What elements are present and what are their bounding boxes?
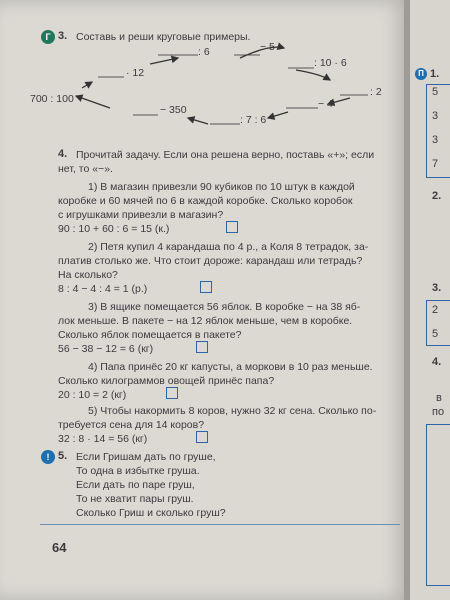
task3-level-badge: Г — [41, 30, 55, 44]
problem5-solution: 32 : 8 · 14 = 56 (кг) — [58, 433, 148, 445]
op-start: 700 : 100 — [30, 93, 74, 105]
next-cell-4: 7 — [432, 158, 439, 170]
problem1-solution: 90 : 10 + 60 : 6 = 15 (к.) — [58, 223, 170, 235]
task3-title: Составь и реши круговые примеры. — [76, 31, 251, 43]
problem5-line2: требуется сена для 14 коров? — [58, 419, 205, 431]
answer-line — [40, 524, 400, 525]
problem4-line1: 4) Папа принёс 20 кг капусты, а моркови в 10 раз меньше. — [88, 361, 373, 373]
task5-number: 5. — [58, 450, 68, 462]
answer-checkbox-1[interactable] — [226, 221, 238, 233]
problem1-line3: с игрушками привезли в магазин? — [58, 209, 224, 221]
problem3-solution: 56 − 38 − 12 = 6 (кг) — [58, 343, 154, 355]
page-number: 64 — [52, 540, 67, 555]
next-word-1: в — [436, 392, 442, 404]
next-page-grid — [426, 424, 450, 586]
op-minus4: − 4 — [318, 98, 333, 110]
task4-number: 4. — [58, 148, 68, 160]
problem2-line1: 2) Петя купил 4 карандаша по 4 р., а Коля 8 тетрадок, за- — [88, 241, 369, 253]
riddle-line2: То одна в избытке груша. — [76, 465, 200, 477]
op-div10x6: : 10 · 6 — [314, 57, 347, 69]
task5-level-badge: ! — [41, 450, 55, 464]
next-task3-number: 3. — [432, 282, 442, 294]
problem2-line2: платив столько же. Что стоит дороже: карандаш или тетрадь? — [58, 255, 363, 267]
op-div6: : 6 — [198, 46, 210, 58]
next-cell-1: 5 — [432, 86, 439, 98]
problem4-solution: 20 : 10 = 2 (кг) — [58, 389, 127, 401]
answer-checkbox-5[interactable] — [196, 431, 208, 443]
problem3-line2: лок меньше. В пакете − на 12 яблок меньше, чем в коробке. — [58, 315, 353, 327]
riddle-line5: Сколько Гриш и сколько груш? — [76, 507, 226, 519]
op-minus5: − 5 — [260, 41, 275, 53]
next-cell-2: 3 — [432, 110, 439, 122]
problem2-line3: На сколько? — [58, 269, 118, 281]
op-minus350: − 350 — [160, 104, 187, 116]
op-div2: : 2 — [370, 86, 382, 98]
task4-title-line1: Прочитай задачу. Если она решена верно, поставь «+»; если — [76, 149, 375, 161]
next-page-badge: П — [415, 68, 427, 80]
problem1-line2: коробке и 60 мячей по 6 в каждой коробке. Сколько коробок — [58, 195, 353, 207]
problem5-line1: 5) Чтобы накормить 8 коров, нужно 32 кг сена. Сколько по- — [88, 405, 377, 417]
riddle-line3: Если дать по паре груш, — [76, 479, 195, 491]
answer-checkbox-4[interactable] — [166, 387, 178, 399]
next-word-2: по — [432, 406, 445, 418]
op-times12: · 12 — [126, 67, 145, 79]
problem4-line2: Сколько килограммов овощей принёс папа? — [58, 375, 275, 387]
riddle-line4: То не хватит пары груш. — [76, 493, 194, 505]
problem2-solution: 8 : 4 − 4 : 4 = 1 (р.) — [58, 283, 148, 295]
riddle-line1: Если Гришам дать по груше, — [76, 451, 216, 463]
problem3-line1: 3) В ящике помещается 56 яблок. В коробке − на 38 яб- — [88, 301, 361, 313]
problem1-line1: 1) В магазин привезли 90 кубиков по 10 штук в каждой — [88, 181, 355, 193]
next-cell-6: 5 — [432, 328, 439, 340]
next-cell-3: 3 — [432, 134, 439, 146]
next-task1-number: 1. — [430, 68, 440, 80]
task4-title-line2: нет, то «−». — [58, 163, 113, 175]
next-task2-number: 2. — [432, 190, 442, 202]
circular-examples-diagram — [0, 0, 408, 140]
next-task4-number: 4. — [432, 356, 442, 368]
next-cell-5: 2 — [432, 304, 439, 316]
task3-number: 3. — [58, 30, 68, 42]
answer-checkbox-2[interactable] — [200, 281, 212, 293]
answer-checkbox-3[interactable] — [196, 341, 208, 353]
next-page-edge — [410, 0, 450, 600]
problem3-line3: Сколько яблок помещается в пакете? — [58, 329, 242, 341]
op-div7x6: : 7 : 6 — [240, 114, 267, 126]
